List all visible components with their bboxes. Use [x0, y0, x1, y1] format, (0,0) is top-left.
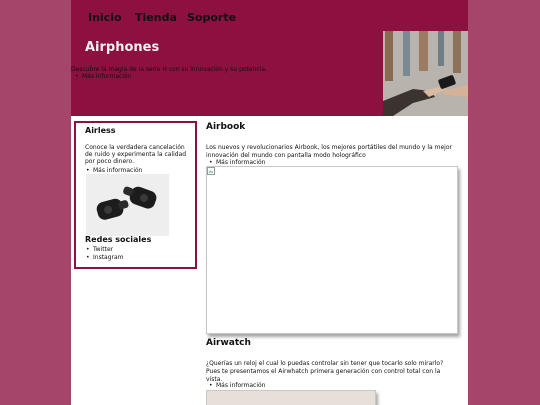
hero-more-info-item [75, 73, 131, 81]
nav-link-soporte[interactable]: Soporte [187, 11, 237, 24]
bullet-icon: • [75, 73, 79, 80]
page [71, 0, 468, 405]
airwatch-title: Airwatch [206, 338, 251, 348]
social-links-list [86, 246, 124, 262]
hero-title: Airphones [85, 40, 160, 55]
hero-description: Descubre la magia de la serie H con su innovación y su potencia. [71, 66, 267, 73]
sidebar-airless [74, 121, 197, 269]
bullet-icon: • [209, 159, 213, 166]
nav-link-inicio[interactable]: Inicio [88, 11, 122, 24]
airbook-image [206, 166, 458, 334]
aside-more-info-link[interactable]: Más información [93, 167, 143, 174]
top-nav [71, 0, 468, 31]
twitter-link[interactable]: Twitter [93, 246, 114, 253]
social-item-twitter [86, 246, 124, 254]
hero-phone-photo [383, 31, 468, 116]
airbook-description: Los nuevos y revolucionarios Airbook, los mejores portátiles del mundo y la mejor innovación del mundo con pantalla modo holográfico [206, 144, 452, 159]
aside-description: Conoce la verdadera cancelación de ruido y experimenta la calidad por poco dinero. [85, 144, 187, 165]
earbuds-illustration [86, 174, 169, 236]
bullet-icon: • [209, 382, 213, 389]
broken-image-icon [207, 167, 216, 176]
social-title: Redes sociales [85, 235, 152, 244]
social-item-instagram [86, 254, 124, 262]
airbook-title: Airbook [206, 122, 246, 132]
bullet-icon: • [86, 246, 90, 253]
airwatch-more-info-item [209, 382, 265, 390]
bullet-icon: • [86, 167, 90, 174]
bullet-icon: • [86, 254, 90, 261]
hero-banner [71, 31, 468, 116]
earbuds-image [86, 174, 169, 236]
nav-link-tienda[interactable]: Tienda [135, 11, 177, 24]
hero-more-info-link[interactable]: Más información [82, 73, 132, 80]
airbook-more-info-link[interactable]: Más información [216, 159, 266, 166]
airwatch-description: ¿Querías un reloj el cual lo puedas controlar sin tener que tocarlo solo mirarlo? Pues te presentamos el Airwhatch primera generación con control total con la vista. [206, 360, 444, 383]
airwatch-more-info-link[interactable]: Más información [216, 382, 266, 389]
phone-in-hand-illustration [383, 31, 468, 116]
aside-more-info-item [86, 167, 142, 174]
aside-title: Airless [85, 126, 116, 135]
airwatch-image [206, 390, 376, 405]
instagram-link[interactable]: Instagram [93, 254, 124, 261]
